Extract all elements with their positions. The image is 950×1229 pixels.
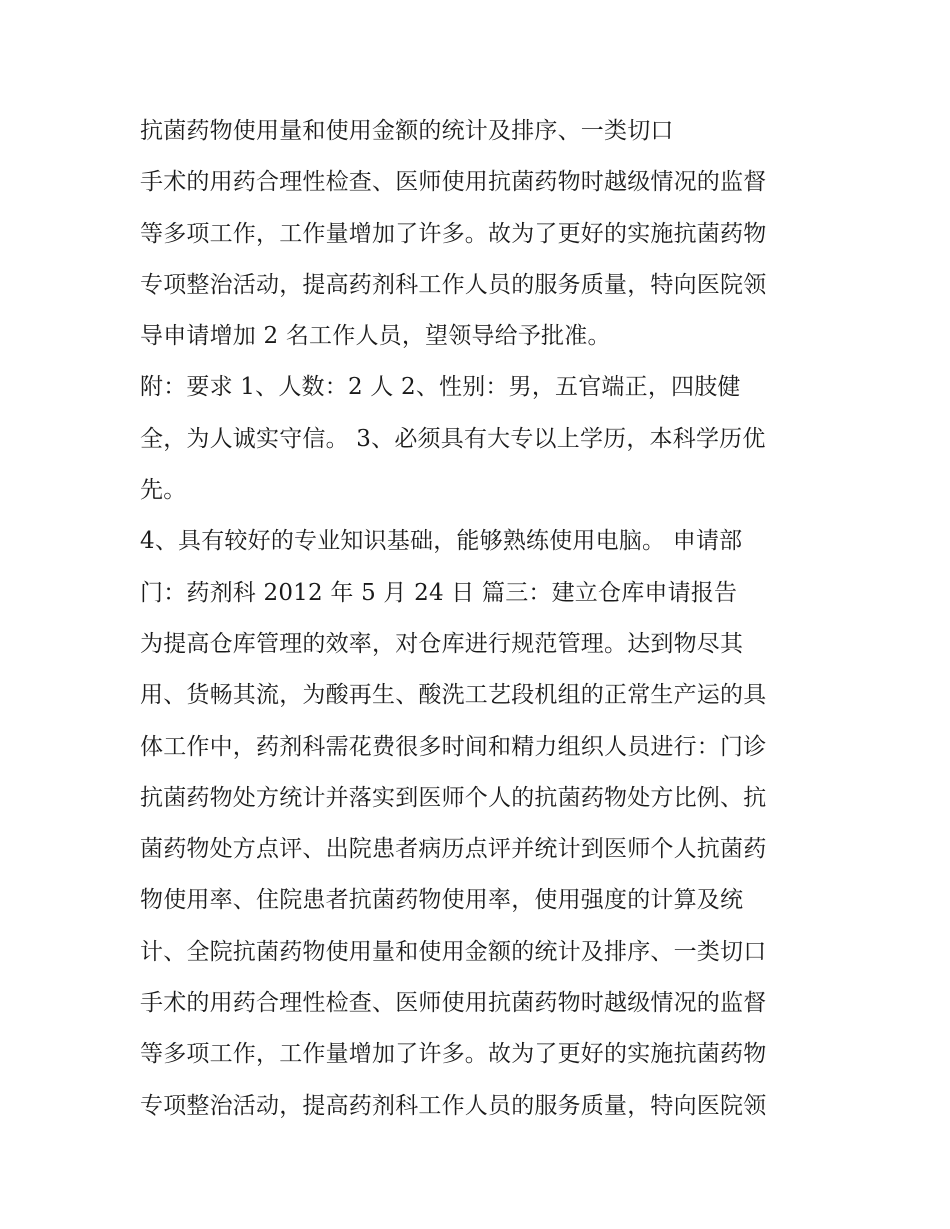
text-line-1: 抗菌药物使用量和使用金额的统计及排序、一类切口 [140, 118, 674, 144]
text-line-15: 菌药物处方点评、出院患者病历点评并统计到医师个人抗菌药 [140, 836, 767, 863]
text-line-4: 专项整治活动，提高药剂科工作人员的服务质量，特向医院领 [140, 271, 767, 298]
text-line-11: 为提高仓库管理的效率，对仓库进行规范管理。达到物尽其 [140, 630, 744, 657]
text-line-19: 等多项工作，工作量增加了许多。故为了更好的实施抗菌药物 [140, 1041, 767, 1068]
text-line-14: 抗菌药物处方统计并落实到医师个人的抗菌药物处方比例、抗 [140, 784, 767, 811]
text-line-20: 专项整治活动，提高药剂科工作人员的服务质量，特向医院领 [140, 1092, 767, 1119]
text-line-9: 4、具有较好的专业知识基础，能够熟练使用电脑。 申请部 [140, 528, 743, 555]
text-line-16: 物使用率、住院患者抗菌药物使用率，使用强度的计算及统 [140, 887, 744, 914]
text-line-8: 先。 [140, 477, 187, 504]
text-line-12: 用、货畅其流，为酸再生、酸洗工艺段机组的正常生产运的具 [140, 682, 767, 709]
text-line-10: 门：药剂科 2012 年 5 月 24 日 篇三：建立仓库申请报告 [140, 579, 738, 606]
document-body [140, 106, 830, 1132]
text-line-5: 导申请增加 2 名工作人员，望领导给予批准。 [140, 323, 611, 350]
text-line-13: 体工作中，药剂科需花费很多时间和精力组织人员进行：门诊 [140, 733, 767, 760]
text-line-17: 计、全院抗菌药物使用量和使用金额的统计及排序、一类切口 [140, 938, 767, 965]
text-line-2: 手术的用药合理性检查、医师使用抗菌药物时越级情况的监督 [140, 169, 767, 196]
text-line-6: 附：要求 1、人数：2 人 2、性别：男，五官端正，四肢健 [140, 374, 741, 401]
text-line-3: 等多项工作，工作量增加了许多。故为了更好的实施抗菌药物 [140, 220, 767, 247]
text-line-7: 全，为人诚实守信。 3、必须具有大专以上学历，本科学历优 [140, 425, 766, 452]
text-line-18: 手术的用药合理性检查、医师使用抗菌药物时越级情况的监督 [140, 990, 767, 1017]
